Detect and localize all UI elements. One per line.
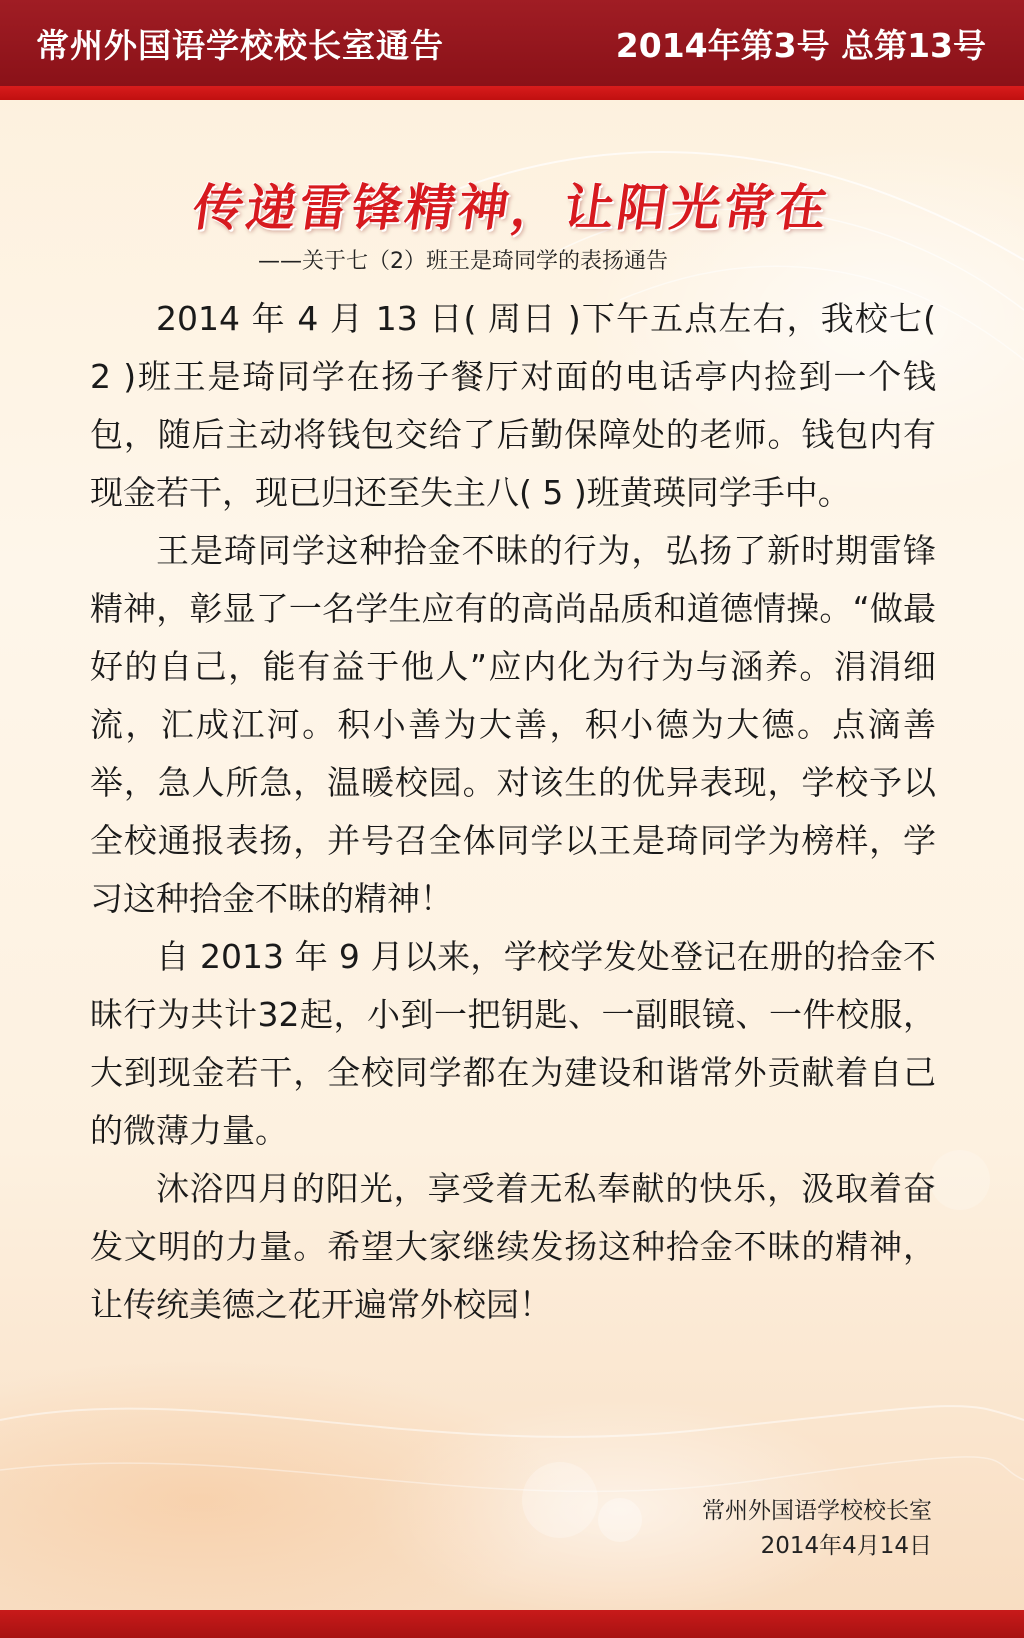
bokeh-light xyxy=(598,1498,642,1542)
signature-date: 2014年4月14日 xyxy=(760,1533,932,1559)
header-red-stripe xyxy=(0,86,1024,100)
header-bar xyxy=(0,0,1024,86)
swirl-line xyxy=(0,1406,1024,1437)
swirl-line xyxy=(0,1457,1024,1492)
notice-subtitle: ——关于七（2）班王是琦同学的表扬通告 xyxy=(258,249,668,274)
signature-block xyxy=(702,1494,932,1564)
bokeh-light xyxy=(522,1462,598,1538)
header-issue-number: 2014年第3号 总第13号 xyxy=(615,26,986,65)
bokeh-light xyxy=(930,1150,990,1210)
notice-body xyxy=(90,290,936,1334)
footer-red-bar xyxy=(0,1610,1024,1638)
body-paragraph: 2014 年 4 月 13 日( 周日 )下午五点左右，我校七( 2 )班王是琦同学在扬子餐厅对面的电话亭内捡到一个钱包，随后主动将钱包交给了后勤保障处的老师。钱包内有现金若干，现已归还至失主八( 5 )班黄瑛同学手中。 xyxy=(90,299,936,512)
notice-title: 传递雷锋精神，让阳光常在 xyxy=(189,178,834,237)
body-paragraph: 自 2013 年 9 月以来，学校学发处登记在册的拾金不昧行为共计32起，小到一把钥匙、一副眼镜、一件校服，大到现金若干，全校同学都在为建设和谐常外贡献着自己的微薄力量。 xyxy=(90,937,936,1150)
signature-issuer: 常州外国语学校校长室 xyxy=(702,1498,932,1524)
header-title: 常州外国语学校校长室通告 xyxy=(36,26,444,65)
body-paragraph: 沐浴四月的阳光，享受着无私奉献的快乐，汲取着奋发文明的力量。希望大家继续发扬这种拾金不昧的精神，让传统美德之花开遍常外校园！ xyxy=(90,1169,936,1324)
body-paragraph: 王是琦同学这种拾金不昧的行为，弘扬了新时期雷锋精神，彰显了一名学生应有的高尚品质和道德情操。“做最好的自己，能有益于他人”应内化为行为与涵养。涓涓细流，汇成江河。积小善为大善，积小德为大德。点滴善举，急人所急，温暖校园。对该生的优异表现，学校予以全校通报表扬，并号召全体同学以王是琦同学为榜样，学习这种拾金不昧的精神！ xyxy=(90,531,936,918)
